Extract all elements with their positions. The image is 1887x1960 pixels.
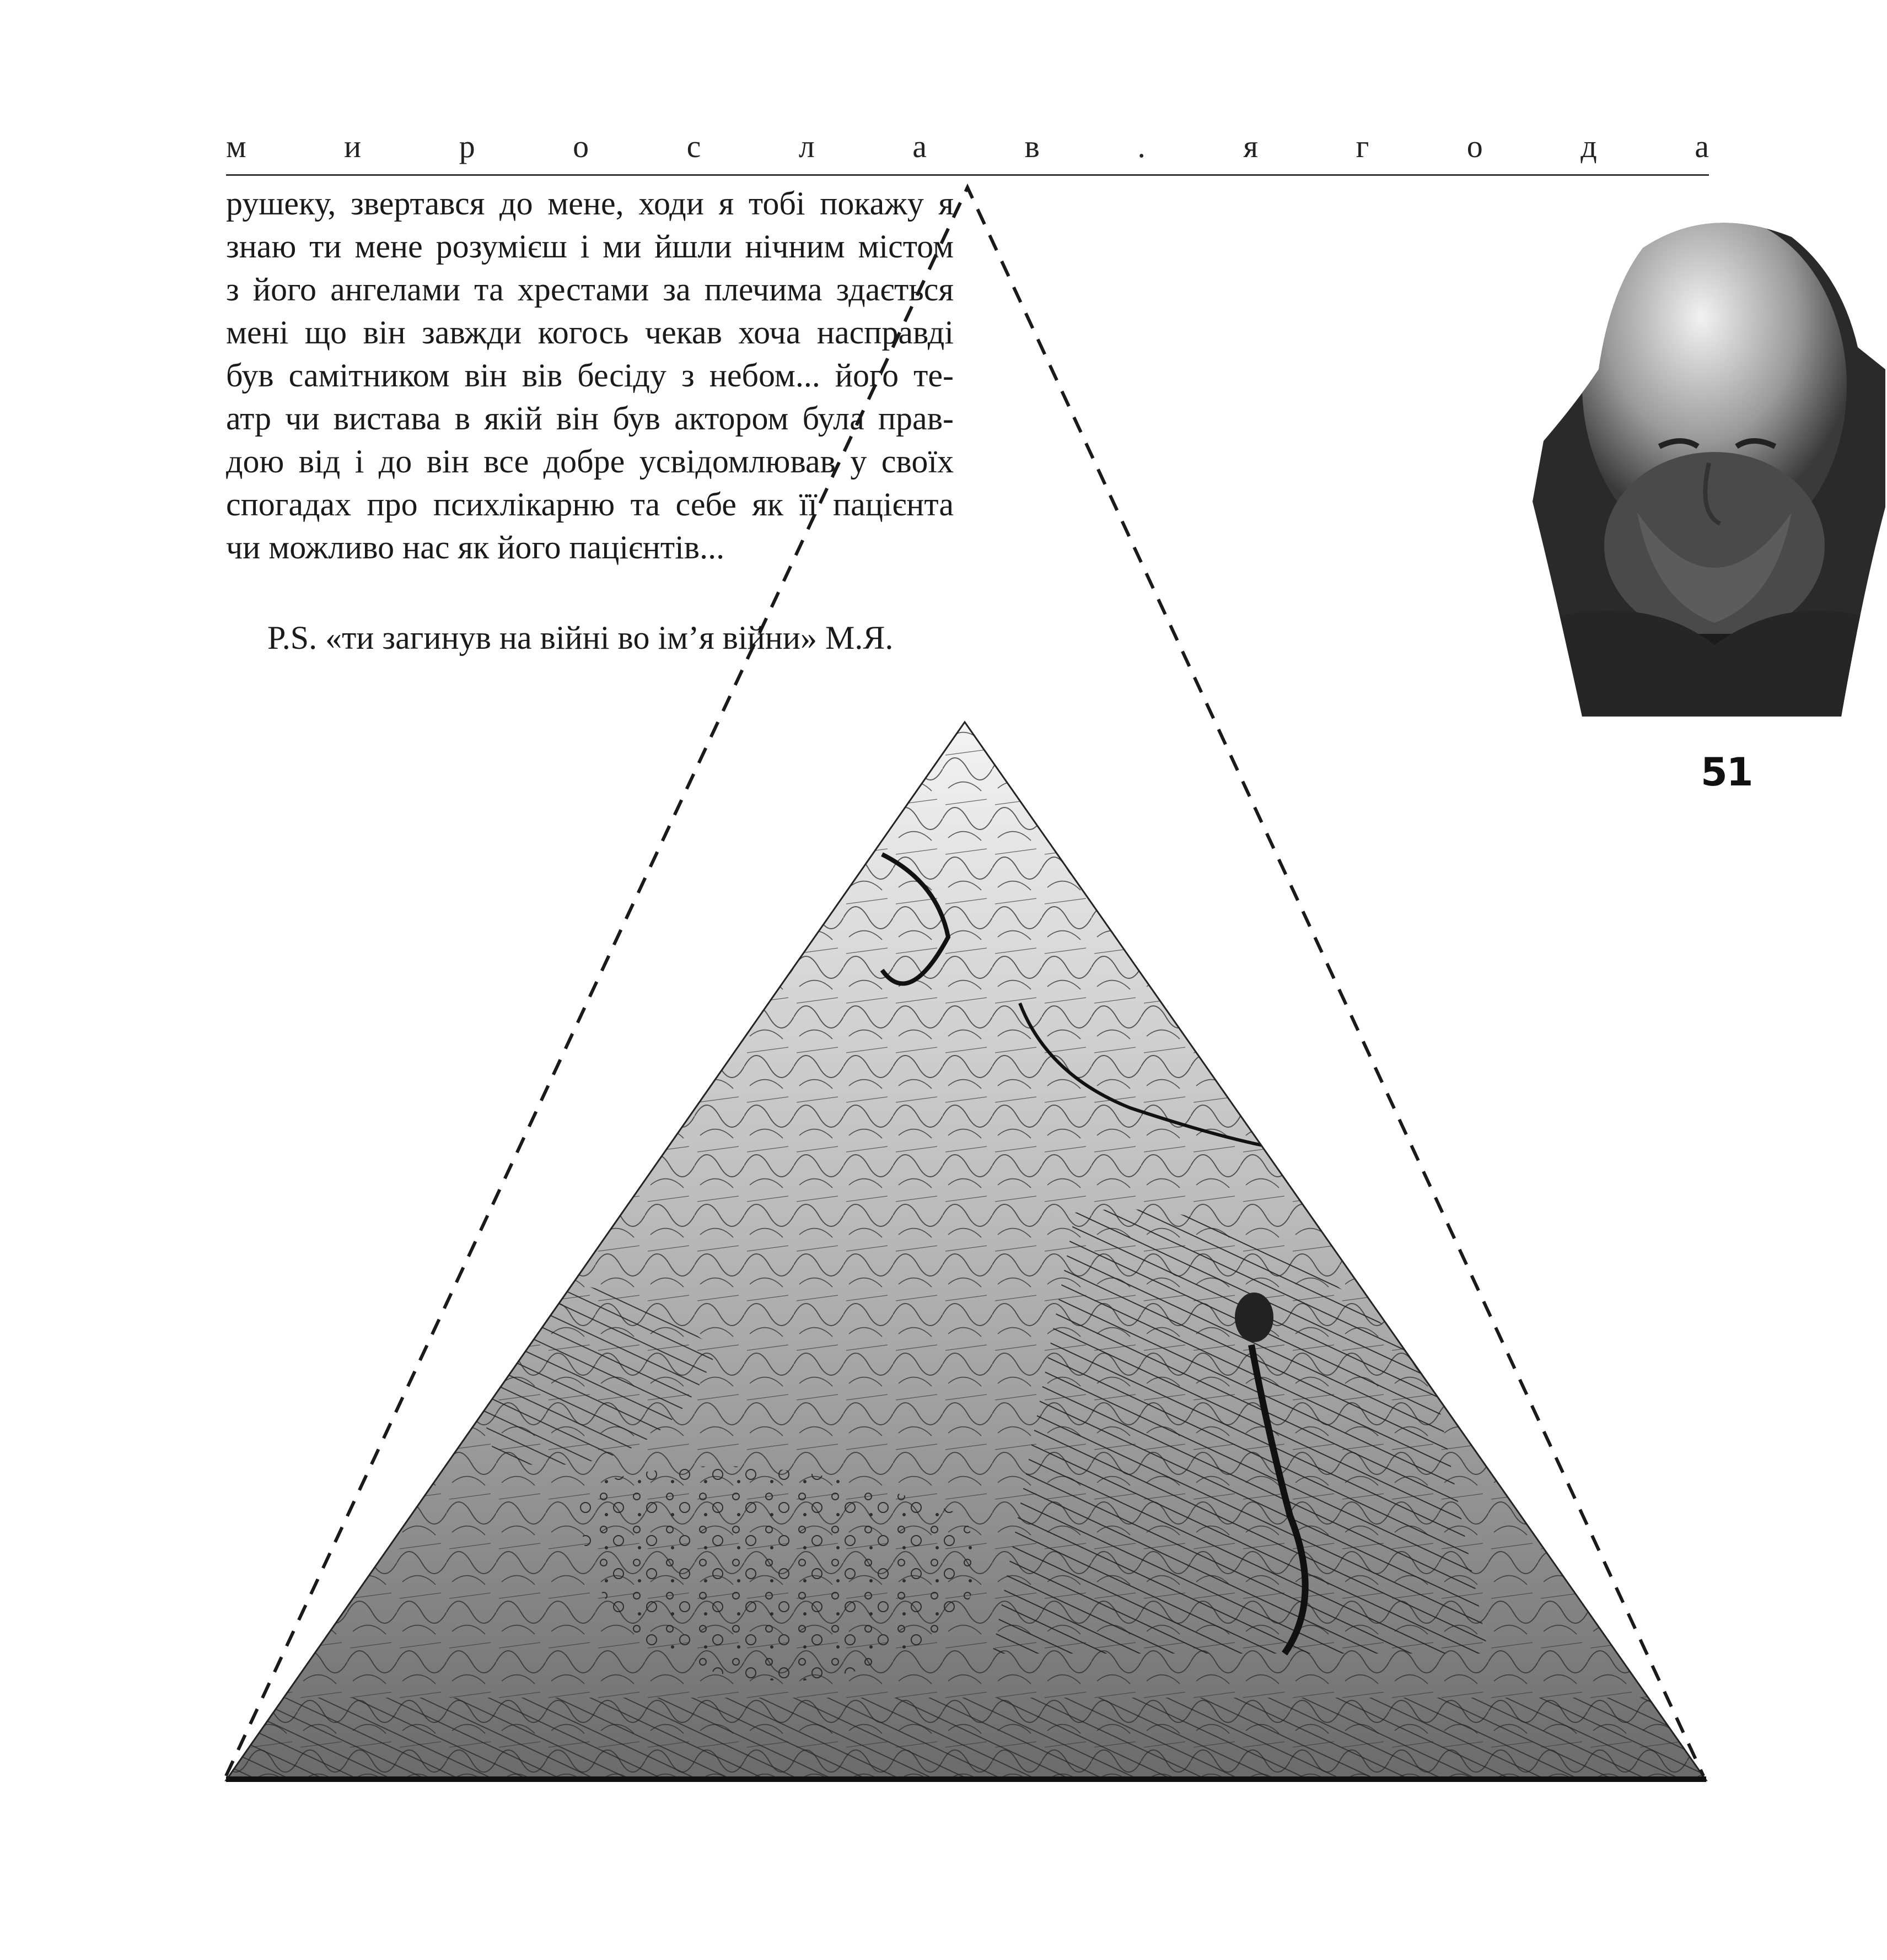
header-letter: о (573, 128, 589, 164)
header-letter: о (1466, 128, 1483, 164)
body-line: дою від і до він все добре усвідомлював у своїх (226, 443, 954, 480)
header-letter: в (1024, 128, 1040, 164)
header-letter: р (459, 128, 475, 164)
header-letter: я (1243, 128, 1258, 164)
portrait-photo (1533, 204, 1885, 728)
header-letter: а (912, 128, 927, 164)
body-paragraph (226, 182, 954, 569)
body-line: рушеку, звертався до мене, ходи я тобі покажу я (226, 185, 954, 222)
header-letter: с (686, 128, 701, 164)
header-letter: г (1356, 128, 1369, 164)
header-letter: и (344, 128, 362, 164)
body-line: був самітником він вів бесіду з небом... його те- (226, 357, 954, 394)
postscript: P.S. «ти загинув на війні во ім’я війни» М.Я. (267, 620, 894, 656)
body-line: спогадах про психлікарню та себе як її пацієнта (226, 486, 954, 523)
header-letter: м (226, 128, 246, 164)
header-letter: а (1695, 128, 1709, 164)
body-line: атр чи вистава в якій він був актором була прав- (226, 400, 954, 437)
body-line: чи можливо нас як його пацієнтів... (226, 529, 725, 566)
body-line: знаю ти мене розумієш і ми йшли нічним містом (226, 228, 954, 265)
header-letter: д (1580, 128, 1597, 164)
page-number: 51 (1701, 750, 1752, 795)
body-line: з його ангелами та хрестами за плечима здається (226, 271, 954, 308)
body-line: мені що він завжди когось чекав хоча насправді (226, 314, 954, 351)
header-letter: . (1137, 128, 1146, 164)
header-letter: л (798, 128, 815, 164)
